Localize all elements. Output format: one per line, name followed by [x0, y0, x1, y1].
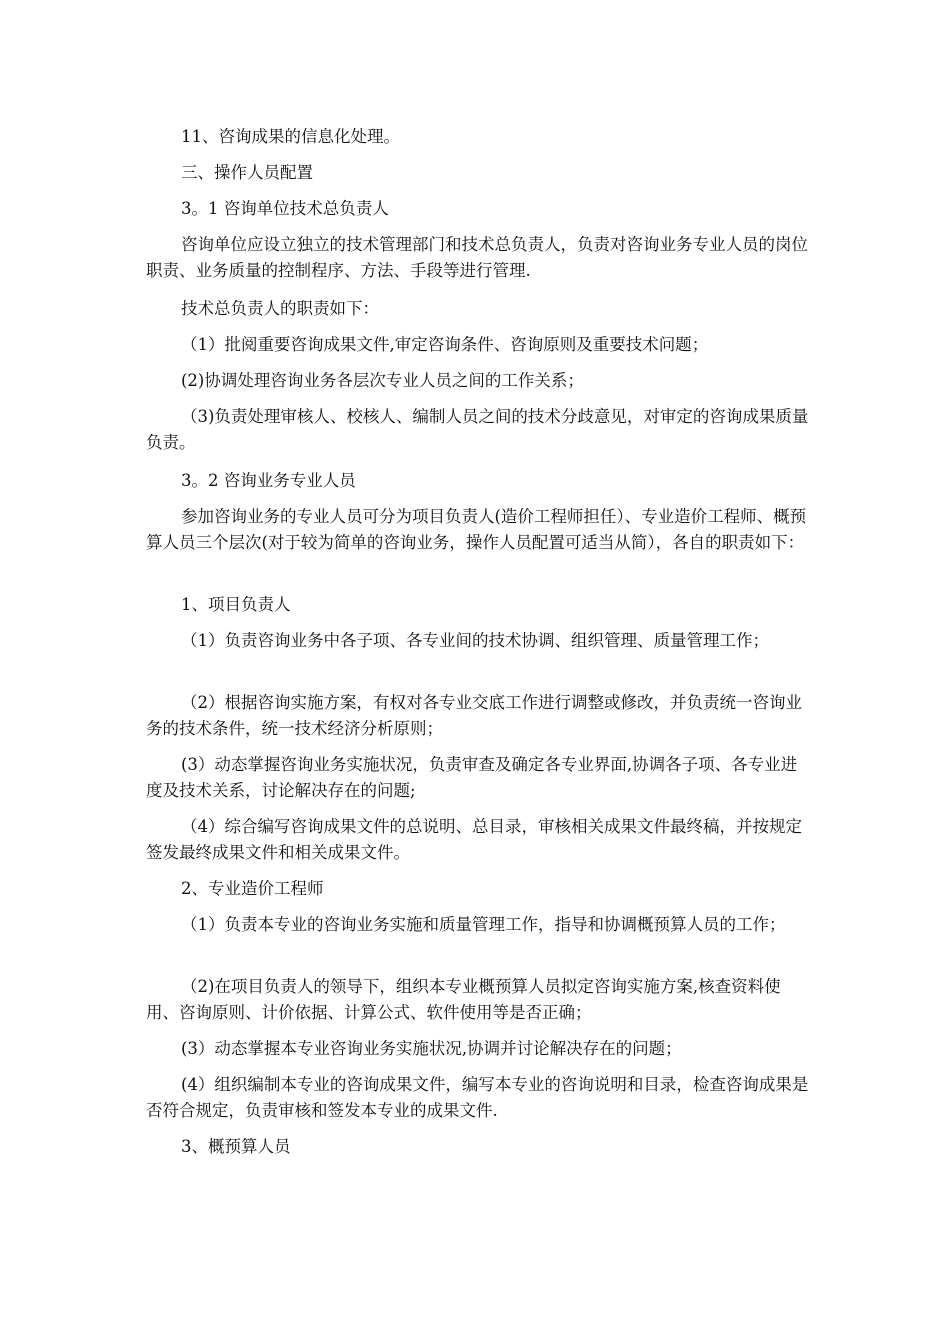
paragraph-1: 11、咨询成果的信息化处理。 — [181, 127, 400, 146]
paragraph-7: (2)协调处理咨询业务各层次专业人员之间的工作关系； — [181, 371, 584, 390]
paragraph-13: （2）根据咨询实施方案，有权对各专业交底工作进行调整或修改，并负责统一咨询业务的技术条件，统一技术经济分析原则； — [146, 693, 802, 738]
paragraph-18: （2)在项目负责人的领导下，组织本专业概预算人员拟定咨询实施方案,核查资料使用、咨询原则、计价依据、计算公式、软件使用等是否正确； — [146, 977, 781, 1022]
paragraph-15: （4）综合编写咨询成果文件的总说明、总目录，审核相关成果文件最终稿，并按规定签发最终成果文件和相关成果文件。 — [146, 817, 802, 862]
paragraph-19: (3）动态掌握本专业咨询业务实施状况,协调并讨论解决存在的问题； — [181, 1039, 682, 1058]
paragraph-5: 技术总负责人的职责如下： — [181, 299, 379, 318]
item-heading-1: 1、项目负责人 — [181, 595, 291, 614]
paragraph-4: 咨询单位应设立独立的技术管理部门和技术总负责人，负责对咨询业务专业人员的岗位职责、业务质量的控制程序、方法、手段等进行管理. — [146, 235, 808, 280]
paragraph-17: （1）负责本专业的咨询业务实施和质量管理工作，指导和协调概预算人员的工作； — [181, 915, 786, 934]
paragraph-6: （1）批阅重要咨询成果文件,审定咨询条件、咨询原则及重要技术问题； — [181, 335, 709, 354]
paragraph-20: (4）组织编制本专业的咨询成果文件，编写本专业的咨询说明和目录，检查咨询成果是否符合规定，负责审核和签发本专业的成果文件. — [146, 1075, 809, 1120]
paragraph-14: (3）动态掌握咨询业务实施状况，负责审查及确定各专业界面,协调各子项、各专业进度及技术关系，讨论解决存在的问题; — [146, 755, 798, 800]
section-heading-3: 三、操作人员配置 — [181, 163, 313, 182]
item-heading-3: 3、概预算人员 — [181, 1137, 291, 1156]
paragraph-10: 参加咨询业务的专业人员可分为项目负责人(造价工程师担任）、专业造价工程师、概预算人员三个层次(对于较为简单的咨询业务，操作人员配置可适当从简），各自的职责如下： — [146, 507, 807, 552]
subsection-heading-3-1: 3。1 咨询单位技术总负责人 — [181, 199, 389, 218]
paragraph-8: （3)负责处理审核人、校核人、编制人员之间的技术分歧意见，对审定的咨询成果质量负责。 — [146, 407, 809, 452]
item-heading-2: 2、专业造价工程师 — [181, 879, 324, 898]
paragraph-12: （1）负责咨询业务中各子项、各专业间的技术协调、组织管理、质量管理工作； — [181, 631, 769, 650]
subsection-heading-3-2: 3。2 咨询业务专业人员 — [181, 471, 356, 490]
